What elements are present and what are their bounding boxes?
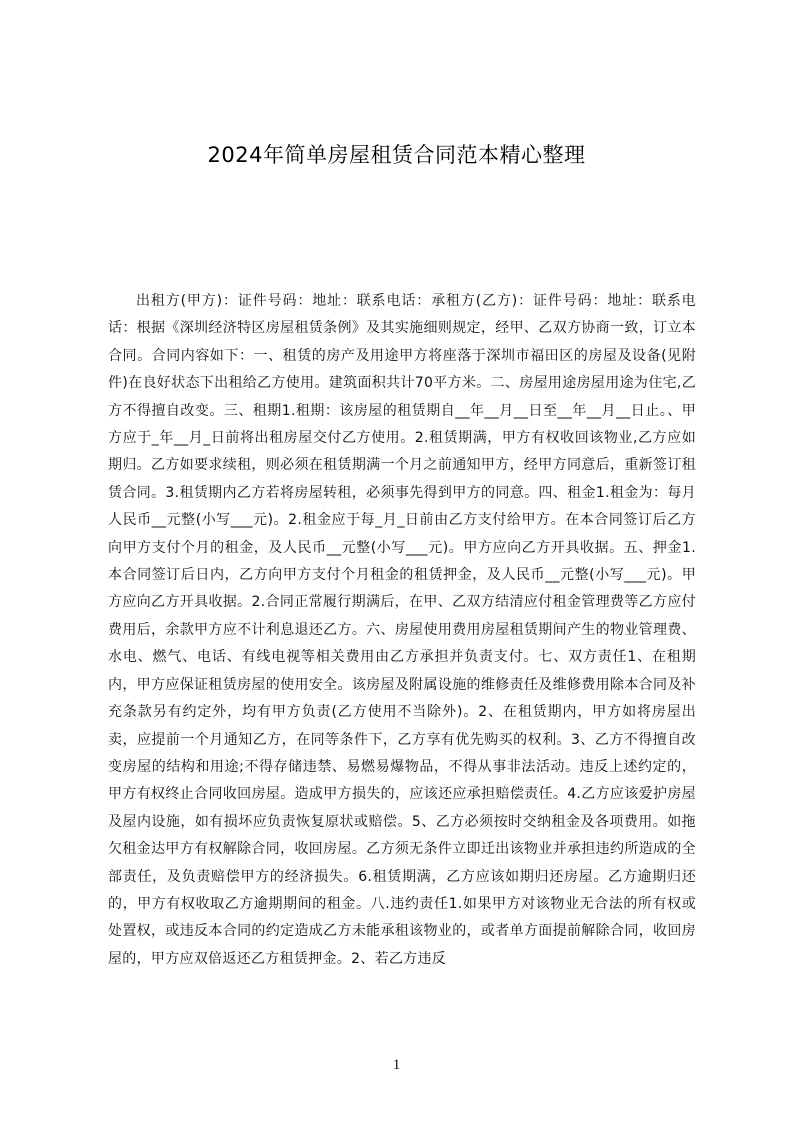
contract-body-text: 出租方(甲方)：证件号码：地址：联系电话：承租方(乙方)：证件号码：地址：联系电话：根据《深圳经济特区房屋租赁条例》及其实施细则规定，经甲、乙双方协商一致，订立本合同。合同内容如下：一、租赁的房产及用途甲方将座落于深圳市福田区的房屋及设备(见附件)在良好状态下出租给乙方使用。建筑面积共计70平方米。二、房屋用途房屋用途为住宅,乙方不得擅自改变。三、租期1.租期：该房屋的租赁期自__年__月__日至__年__月__日止。、甲方应于_年__月_日前将出租房屋交付乙方使用。2.租赁期满，甲方有权收回该物业,乙方应如期归。乙方如要求续租，则必须在租赁期满一个月之前通知甲方，经甲方同意后，重新签订租赁合同。3.租赁期内乙方若将房屋转租，必须事先得到甲方的同意。四、租金1.租金为：每月人民币__元整(小写___元)。2.租金应于每_月_日前由乙方支付给甲方。在本合同签订后乙方向甲方支付个月的租金，及人民币__元整(小写___元)。甲方应向乙方开具收据。五、押金1.本合同签订后日内，乙方向甲方支付个月租金的租赁押金，及人民币__元整(小写___元)。甲方应向乙方开具收据。2.合同正常履行期满后，在甲、乙双方结清应付租金管理费等乙方应付费用后，余款甲方应不计利息退还乙方。六、房屋使用费用房屋租赁期间产生的物业管理费、水电、燃气、电话、有线电视等相关费用由乙方承担并负责支付。七、双方责任1、在租期内，甲方应保证租赁房屋的使用安全。该房屋及附属设施的维修责任及维修费用除本合同及补充条款另有约定外，均有甲方负责(乙方使用不当除外)。2、在租赁期内，甲方如将房屋出卖，应提前一个月通知乙方，在同等条件下，乙方享有优先购买的权利。3、乙方不得擅自改变房屋的结构和用途;不得存储违禁、易燃易爆物品，不得从事非法活动。违反上述约定的，甲方有权终止合同收回房屋。造成甲方损失的，应该还应承担赔偿责任。4.乙方应该爱护房屋及屋内设施，如有损坏应负责恢复原状或赔偿。5、乙方必须按时交纳租金及各项费用。如拖欠租金达甲方有权解除合同，收回房屋。乙方须无条件立即迁出该物业并承担违约所造成的全部责任，及负责赔偿甲方的经济损失。6.租赁期满，乙方应该如期归还房屋。乙方逾期归还的，甲方有权收取乙方逾期期间的租金。八.违约责任1.如果甲方对该物业无合法的所有权或处置权，或违反本合同的约定造成乙方未能承租该物业的，或者单方面提前解除合同，收回房屋的，甲方应双倍返还乙方租赁押金。2、若乙方违反 — [108, 293, 696, 967]
document-title: 2024年简单房屋租赁合同范本精心整理 — [207, 143, 586, 167]
page-number: 1 — [392, 1057, 401, 1073]
